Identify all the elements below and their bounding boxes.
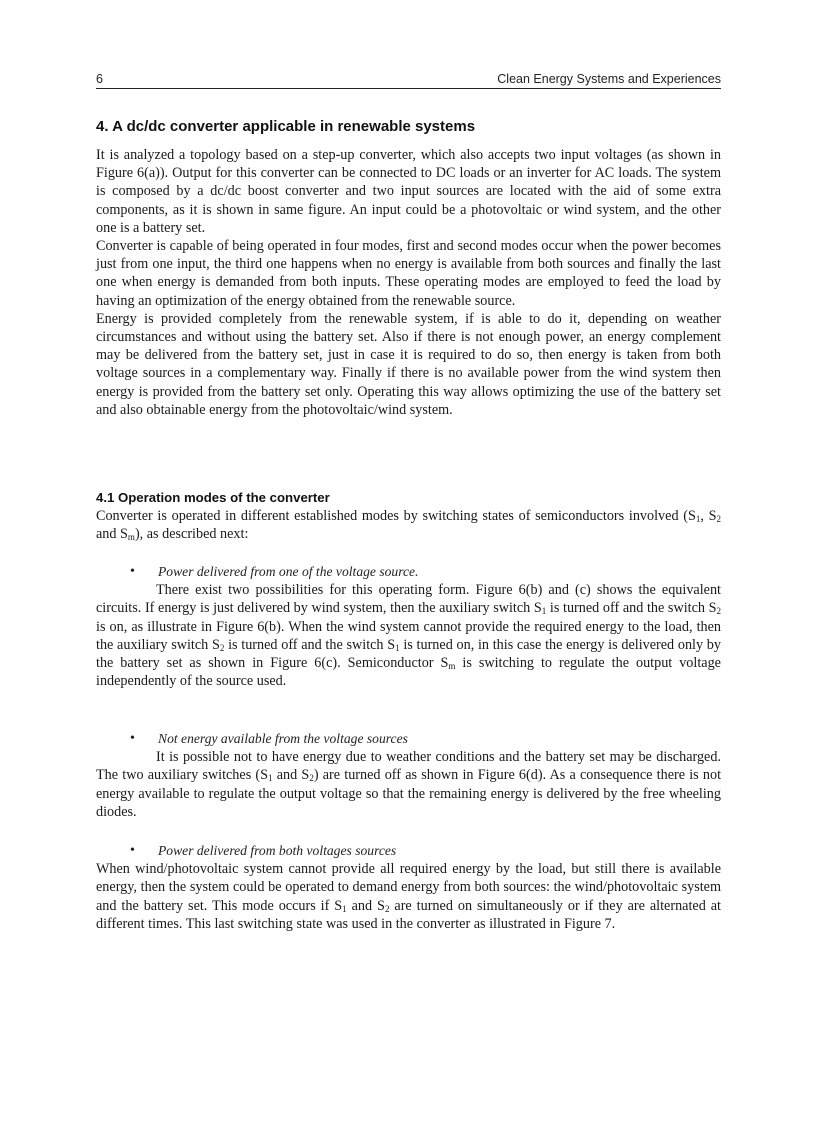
page-number: 6 <box>96 72 103 86</box>
paragraph: Energy is provided completely from the renewable system, if is able to do it, depending on weather circumstances and without using the battery set. Also if there is not enough power, an energy complement may be delivered from the battery set, just in case it is required to do so, then energy is taken from both voltage sources in a complementary way. Finally if there is no available power from the wind system then energy is provided from the battery set only. Operating this way allows optimizing the use of the battery set and also obtainable energy from the photovoltaic/wind system. <box>96 310 721 418</box>
section-body <box>96 146 721 419</box>
bullet-item-both-sources <box>96 842 721 933</box>
section-title: 4. A dc/dc converter applicable in renewable systems <box>96 118 476 135</box>
subsection-title: 4.1 Operation modes of the converter <box>96 490 330 505</box>
bullet-paragraph: When wind/photovoltaic system cannot provide all required energy by the load, but still there is available energy, then the system could be operated to demand energy from both sources: the wind/photovoltaic system and the battery set. This mode occurs if $S_1$ and $S_2$ are turned on simultaneously or if they are alternated at different times. This last switching state was used in the converter as illustrated in Figure 7. <box>96 861 721 932</box>
bullet-icon: • <box>130 564 135 579</box>
paragraph: Converter is capable of being operated in four modes, first and second modes occur when the power becomes just from one input, the third one happens when no energy is available from both sources and finally the last one when energy is demanded from both inputs. These operating modes are employed to feed the load by having an optimization of the energy obtained from the renewable source. <box>96 238 721 309</box>
paragraph: It is analyzed a topology based on a step-up converter, which also accepts two input voltages (as shown in Figure 6(a)). Output for this converter can be connected to DC loads or an inverter for AC loads. The system is composed by a dc/dc boost converter and two input sources are located with the aid of some extra components, as it is shown in same figure. An input could be a photovoltaic or wind system, and the other one is a battery set. <box>96 147 721 236</box>
subsection-intro <box>96 507 721 543</box>
bullet-icon: • <box>130 843 135 858</box>
bullet-label: Not energy available from the voltage sources <box>158 731 408 746</box>
running-title: Clean Energy Systems and Experiences <box>497 72 721 86</box>
paragraph: Converter is operated in different established modes by switching states of semiconductors involved ($S_1$, $S_2$ and $S_m$), as described next: <box>96 508 721 543</box>
bullet-paragraph: There exist two possibilities for this operating form. Figure 6(b) and (c) shows the equivalent circuits. If energy is just delivered by wind system, then the auxiliary switch $S_1$ is turned off and the switch $S_2$ is on, as illustrate in Figure 6(b). When the wind system cannot provide the required energy to the load, then the auxiliary switch $S_2$ is turned off and the switch $S_1$ is turned on, in this case the energy is delivered only by the battery set as shown in Figure 6(c). Semiconductor $S_m$ is switching to regulate the output voltage independently of the source used. <box>96 582 721 690</box>
bullet-label: Power delivered from one of the voltage source. <box>158 564 419 579</box>
bullet-paragraph: It is possible not to have energy due to weather conditions and the battery set may be discharged. The two auxiliary switches ($S_1$ and $S_2$) are turned off as shown in Figure 6(d). As a consequence there is not energy available to regulate the output voltage so that the remaining energy is delivered by the free wheeling diodes. <box>96 749 722 820</box>
bullet-icon: • <box>130 731 135 746</box>
running-header <box>96 72 721 89</box>
bullet-label: Power delivered from both voltages sources <box>158 843 397 858</box>
bullet-item-one-source <box>96 563 721 690</box>
bullet-item-no-energy <box>96 730 721 821</box>
